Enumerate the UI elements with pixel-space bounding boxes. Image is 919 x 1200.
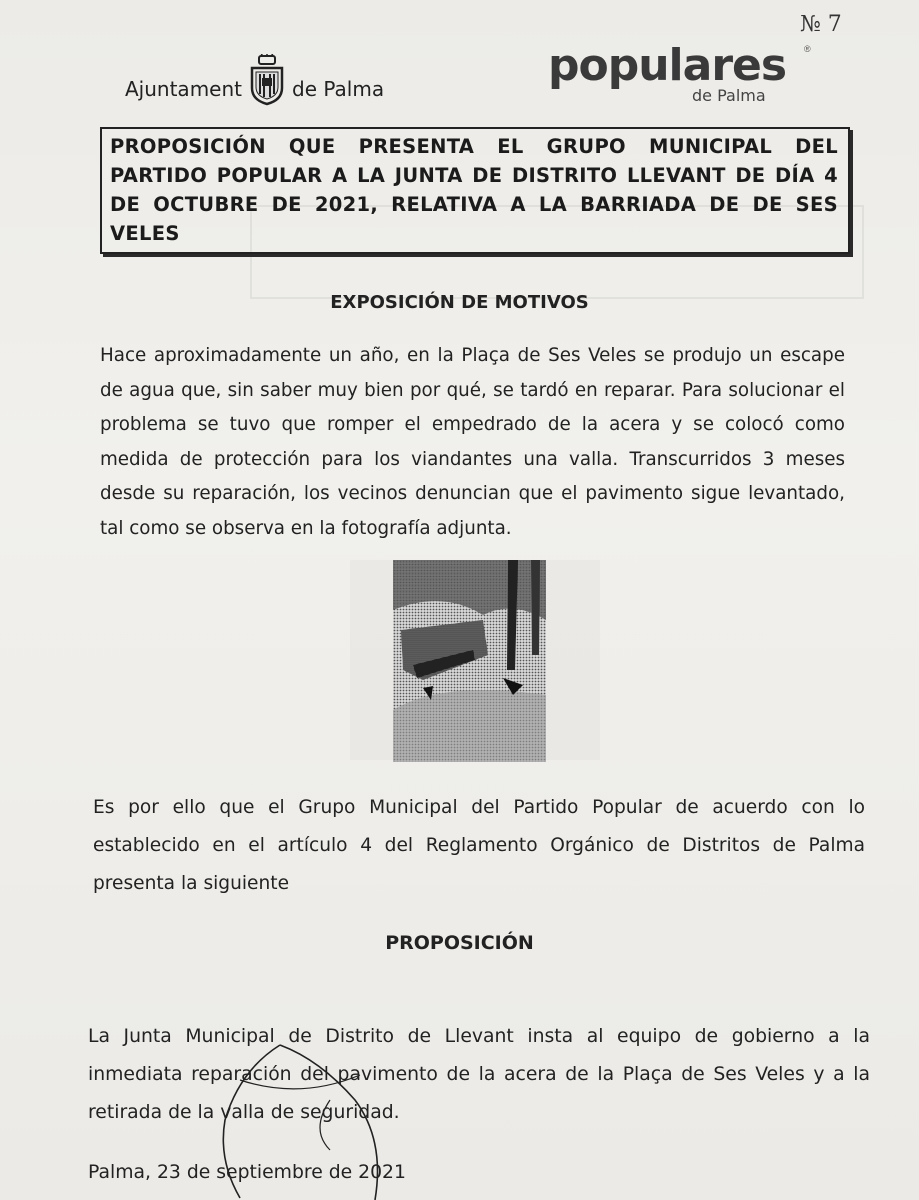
handwritten-signature — [180, 1040, 410, 1200]
logo-subtitle: de Palma — [692, 86, 766, 105]
logo-registered-mark: ® — [804, 44, 811, 54]
logo-wordmark: populares — [548, 40, 787, 91]
motivos-heading: EXPOSICIÓN DE MOTIVOS — [330, 292, 589, 313]
proposicion-heading: PROPOSICIÓN — [385, 932, 534, 954]
attached-photo — [393, 560, 546, 762]
document-title: PROPOSICIÓN QUE PRESENTA EL GRUPO MUNICIPAL DEL PARTIDO POPULAR A LA JUNTA DE DISTRITO LLEVANT DE DÍA 4 DE OCTUBRE DE 2021, RELATIVA A LA BARRIADA DE DE SES VELES — [100, 127, 850, 254]
populares-logo — [548, 40, 828, 110]
ajuntament-label: Ajuntament — [125, 77, 242, 101]
intro-paragraph: Es por ello que el Grupo Municipal del Partido Popular de acuerdo con lo establecido en el artículo 4 del Reglamento Orgánico de Distritos de Palma presenta la siguiente — [93, 797, 865, 894]
document-number: № 7 — [800, 12, 842, 37]
palma-label: de Palma — [292, 77, 385, 101]
motivos-paragraph: Hace aproximadamente un año, en la Plaça de Ses Veles se produjo un escape de agua que, sin saber muy bien por qué, se tardó en reparar. Para solucionar el problema se tuvo que romper el empedrado de la acera y se colocó como medida de protección para los viandantes una valla. Transcurridos 3 meses desde su reparación, los vecinos denuncian que el pavimento sigue levantado, tal como se observa en la fotografía adjunta. — [100, 345, 845, 539]
proposicion-paragraph: La Junta Municipal de Distrito de Llevant insta al equipo de gobierno a la inmediata reparación del pavimento de la acera de la Plaça de Ses Veles y a la retirada de la valla de seguridad. — [88, 1026, 870, 1123]
date-line: Palma, 23 de septiembre de 2021 — [88, 1162, 406, 1183]
coat-of-arms-icon — [248, 54, 286, 106]
ajuntament-logo — [125, 72, 384, 106]
